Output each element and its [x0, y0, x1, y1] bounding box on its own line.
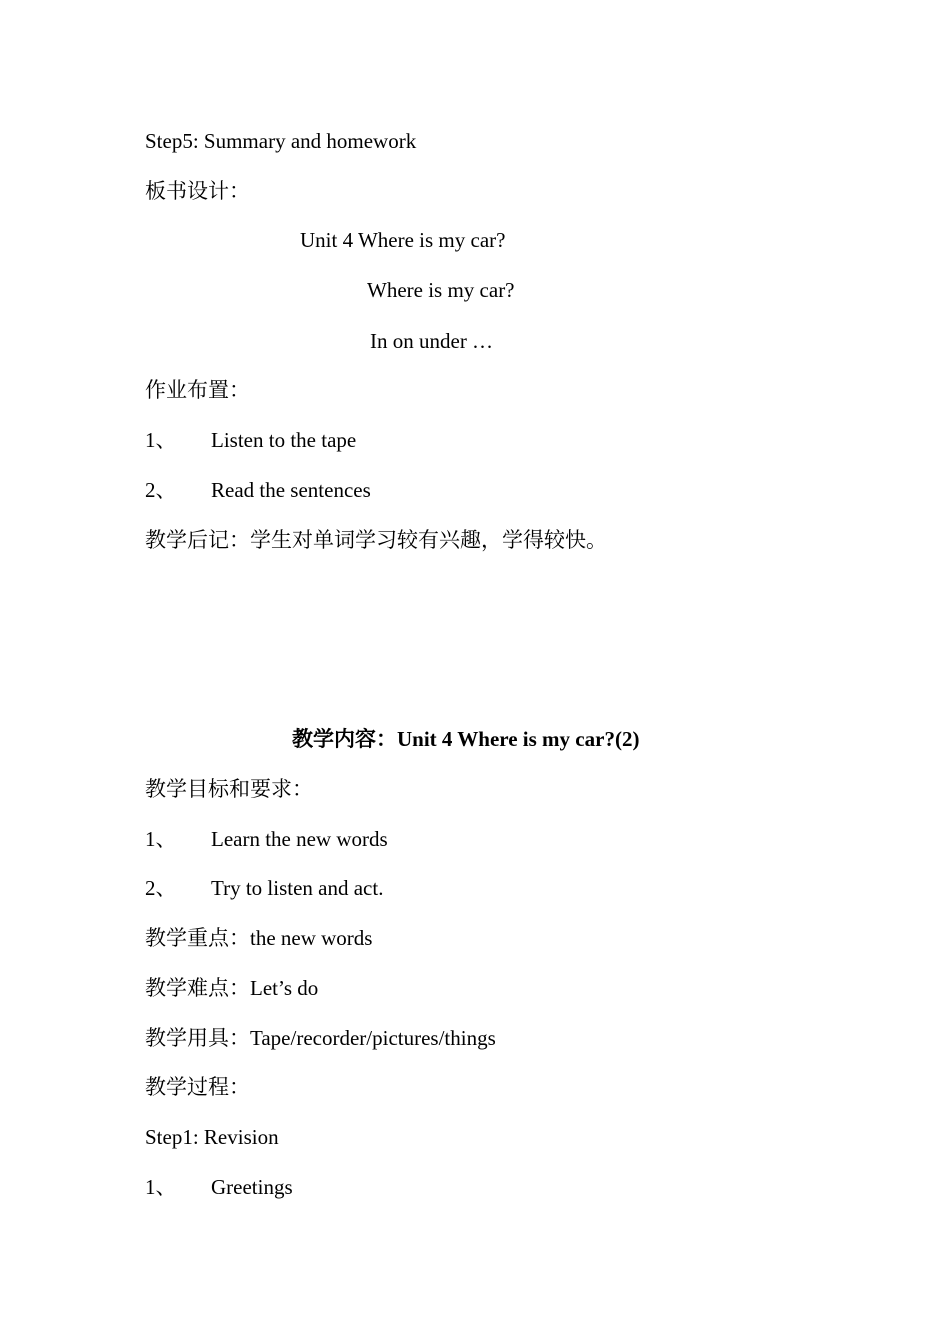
difficulties: 教学难点：Let’s do	[145, 976, 319, 1000]
homework-item-text: Read the sentences	[211, 478, 371, 502]
key-points: 教学重点：the new words	[145, 926, 373, 950]
objective-item	[145, 825, 388, 853]
homework-item-number: 2、	[145, 478, 177, 502]
objective-item	[145, 874, 383, 902]
homework-item-number: 1、	[145, 428, 177, 452]
board-title: Unit 4 Where is my car?	[300, 228, 506, 252]
homework-item	[145, 426, 356, 454]
teaching-tools: 教学用具：Tape/recorder/pictures/things	[145, 1026, 496, 1050]
step1-item	[145, 1173, 293, 1201]
objective-item-number: 2、	[145, 876, 177, 900]
step5-heading: Step5: Summary and homework	[145, 129, 417, 153]
objective-item-text: Try to listen and act.	[211, 876, 384, 900]
objective-item-number: 1、	[145, 827, 177, 851]
lesson-heading: 教学内容：Unit 4 Where is my car?(2)	[292, 727, 640, 751]
board-prepositions: In on under …	[370, 329, 494, 353]
step1-item-text: Greetings	[211, 1175, 293, 1199]
board-question: Where is my car?	[367, 278, 515, 302]
step1-heading: Step1: Revision	[145, 1125, 279, 1149]
objective-item-text: Learn the new words	[211, 827, 388, 851]
homework-label: 作业布置：	[145, 378, 250, 402]
homework-item	[145, 476, 371, 504]
objectives-label: 教学目标和要求：	[145, 777, 313, 801]
teaching-reflection: 教学后记：学生对单词学习较有兴趣，学得较快。	[145, 528, 607, 552]
process-label: 教学过程：	[145, 1075, 250, 1099]
board-design-label: 板书设计：	[145, 179, 250, 203]
homework-item-text: Listen to the tape	[211, 428, 357, 452]
step1-item-number: 1、	[145, 1175, 177, 1199]
